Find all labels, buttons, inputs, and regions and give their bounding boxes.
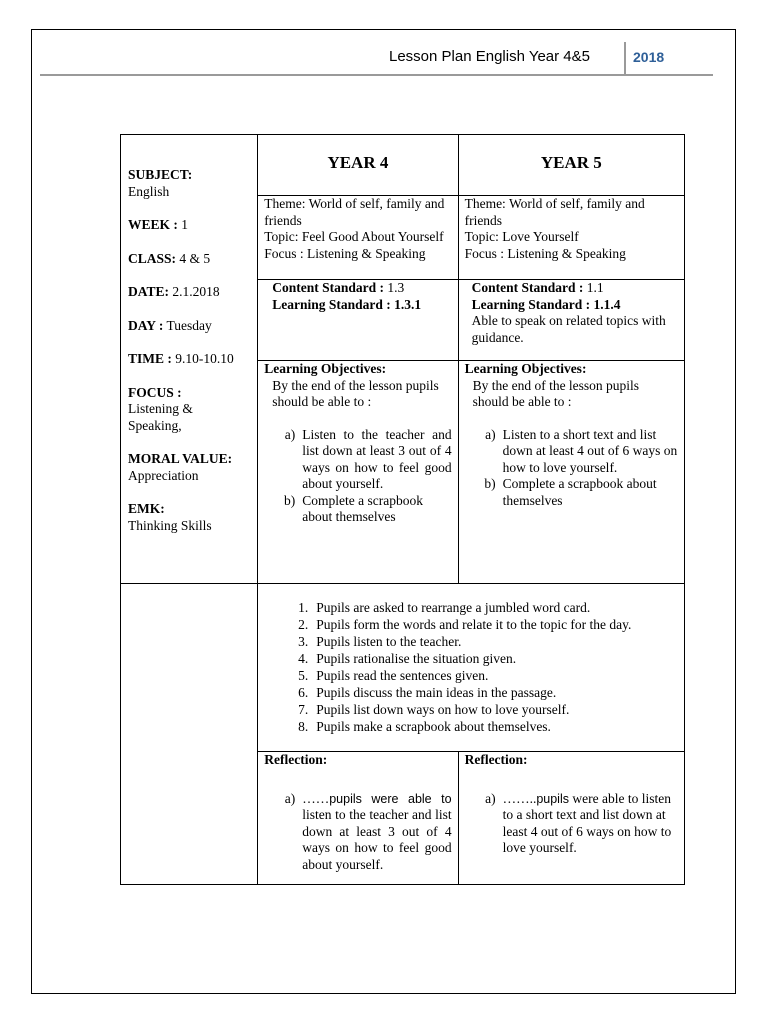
list-item — [264, 493, 451, 526]
list-text: Pupils rationalise the situation given. — [316, 651, 517, 666]
lesson-details-cell — [121, 135, 258, 584]
emk-block — [128, 501, 251, 534]
date-value: 2.1.2018 — [172, 284, 220, 299]
list-text: Pupils form the words and relate it to the topic for the day. — [316, 617, 632, 632]
year4-learning-standard-label: Learning Standard : — [272, 296, 391, 312]
list-item — [286, 701, 676, 718]
time-value: 9.10-10.10 — [175, 351, 234, 366]
emk-value: Thinking Skills — [128, 517, 212, 533]
focus-block — [128, 385, 251, 435]
year5-reflection-cell — [458, 752, 684, 885]
class-label: CLASS: — [128, 250, 177, 266]
year5-topic: Topic: Love Yourself — [464, 229, 579, 244]
year5-objectives-label: Learning Objectives: — [464, 361, 587, 376]
day-block — [128, 318, 251, 335]
year5-reflection-list — [465, 791, 678, 857]
year4-reflection-list — [264, 791, 451, 874]
reflection-lead: pupils were able to — [329, 791, 452, 806]
year4-content-standard-label: Content Standard : — [272, 280, 384, 295]
time-block — [128, 351, 251, 368]
day-value: Tuesday — [166, 317, 212, 333]
year4-theme-cell — [258, 196, 458, 280]
list-marker: 8. — [298, 719, 309, 734]
day-label: DAY : — [128, 317, 164, 333]
date-block — [128, 284, 251, 301]
header-rule — [40, 74, 713, 76]
list-marker: a) — [284, 426, 296, 442]
year4-objectives-list — [264, 427, 451, 526]
class-value: 4 & 5 — [179, 250, 211, 266]
time-label: TIME : — [128, 351, 172, 366]
list-text: Listen to a short text and list down at least 4 out of 6 ways on how to love yourself. — [502, 426, 678, 475]
list-marker: a) — [485, 790, 496, 806]
year5-heading: YEAR 5 — [458, 135, 684, 196]
list-text: Pupils make a scrapbook about themselves. — [316, 719, 551, 734]
year4-focus: Focus : Listening & Speaking — [264, 245, 426, 261]
year5-focus: Focus : Listening & Speaking — [464, 245, 626, 261]
year4-heading: YEAR 4 — [258, 135, 458, 196]
list-marker: 4. — [298, 651, 309, 666]
week-value: 1 — [181, 217, 189, 232]
year5-reflection-label: Reflection: — [464, 752, 528, 767]
activities-cell — [258, 584, 685, 752]
year4-standards-cell — [258, 280, 458, 361]
reflection-lead: pupils — [536, 791, 569, 806]
list-marker: 6. — [298, 685, 309, 700]
year5-objectives-intro: By the end of the lesson pupils should be able to : — [472, 377, 640, 409]
list-item — [286, 718, 676, 735]
list-text: Pupils listen to the teacher. — [316, 634, 462, 649]
year4-theme: Theme: World of self, family and friends — [264, 196, 445, 228]
list-text: Complete a scrapbook about themselves — [502, 476, 657, 508]
list-marker: 7. — [298, 702, 309, 717]
focus-label: FOCUS : — [128, 384, 182, 400]
list-text: Pupils discuss the main ideas in the passage. — [316, 685, 557, 700]
list-item — [465, 427, 678, 477]
reflection-dots: …….. — [502, 790, 537, 806]
list-marker: b) — [283, 492, 296, 508]
focus-value-line-1: Listening & — [128, 401, 193, 416]
year4-objectives-cell — [258, 361, 458, 584]
subject-label: SUBJECT: — [128, 167, 193, 182]
year4-objectives-label: Learning Objectives: — [264, 361, 387, 376]
reflection-rest: were able to listen to a short text and list down at least 4 out of 6 ways on how to love yourself. — [502, 790, 672, 855]
list-marker: 1. — [298, 600, 309, 615]
year5-theme: Theme: World of self, family and friends — [464, 196, 645, 228]
year4-topic: Topic: Feel Good About Yourself — [264, 229, 444, 244]
left-spacer-cell-bottom — [121, 752, 258, 885]
list-text — [503, 791, 678, 857]
class-block — [128, 251, 251, 268]
list-text: Listen to the teacher and list down at least 3 out of 4 ways on how to feel good about yourself. — [302, 426, 452, 491]
week-block — [128, 217, 251, 234]
list-item — [286, 650, 676, 667]
list-text: Pupils list down ways on how to love yourself. — [316, 702, 570, 717]
list-marker: 5. — [298, 668, 309, 683]
list-item — [264, 791, 451, 874]
list-item — [465, 476, 678, 509]
moral-value-value: Appreciation — [128, 467, 199, 483]
list-marker: b) — [484, 476, 496, 491]
focus-value-line-2: Speaking, — [128, 417, 182, 433]
lesson-plan-table — [120, 134, 685, 885]
year5-standards-cell — [458, 280, 684, 361]
year5-objectives-list — [465, 427, 678, 510]
year4-objectives-intro: By the end of the lesson pupils should be able to : — [272, 377, 439, 409]
list-text — [302, 791, 451, 874]
week-label: WEEK : — [128, 217, 178, 232]
list-text: Pupils read the sentences given. — [316, 668, 489, 683]
reflection-dots: …… — [302, 790, 330, 806]
year4-content-standard — [272, 280, 449, 297]
list-text: Complete a scrapbook about themselves — [302, 492, 423, 524]
year4-learning-standard — [272, 297, 449, 314]
emk-label: EMK: — [128, 501, 165, 516]
list-item — [465, 791, 678, 857]
year5-content-standard — [472, 280, 676, 297]
year4-learning-standard-value: 1.3.1 — [394, 296, 422, 312]
list-item — [286, 684, 676, 701]
list-marker: 2. — [298, 617, 309, 632]
moral-value-block — [128, 451, 251, 484]
list-text: Pupils are asked to rearrange a jumbled word card. — [316, 600, 591, 615]
list-item — [264, 427, 451, 493]
moral-value-label: MORAL VALUE: — [128, 451, 233, 466]
header-separator — [624, 42, 626, 75]
reflection-rest: listen to the teacher and list down at least 3 out of 4 ways on how to feel good about yourself. — [302, 807, 452, 872]
document-header-year: 2018 — [633, 49, 665, 65]
year4-content-standard-value: 1.3 — [387, 280, 405, 295]
year5-content-standard-value: 1.1 — [586, 280, 604, 295]
list-item — [286, 633, 676, 650]
date-label: DATE: — [128, 284, 170, 299]
document-header-title: Lesson Plan English Year 4&5 — [389, 48, 590, 65]
year5-content-standard-label: Content Standard : — [471, 280, 584, 295]
list-item — [286, 667, 676, 684]
list-item — [286, 599, 676, 616]
activities-list — [266, 599, 676, 735]
list-marker: a) — [284, 790, 296, 806]
list-marker: a) — [485, 426, 496, 442]
year4-reflection-label: Reflection: — [264, 752, 328, 767]
year4-reflection-cell — [258, 752, 458, 885]
list-marker: 3. — [298, 634, 309, 649]
year5-learning-standard-label: Learning Standard : — [471, 296, 591, 312]
year5-learning-standard — [472, 297, 676, 314]
year5-theme-cell — [458, 196, 684, 280]
subject-block — [128, 167, 251, 200]
year5-objectives-cell — [458, 361, 684, 584]
subject-value: English — [128, 183, 170, 199]
list-item — [286, 616, 676, 633]
year5-learning-standard-value: 1.1.4 — [593, 296, 621, 312]
year5-standard-note: Able to speak on related topics with guidance. — [471, 313, 666, 345]
left-spacer-cell — [121, 584, 258, 752]
